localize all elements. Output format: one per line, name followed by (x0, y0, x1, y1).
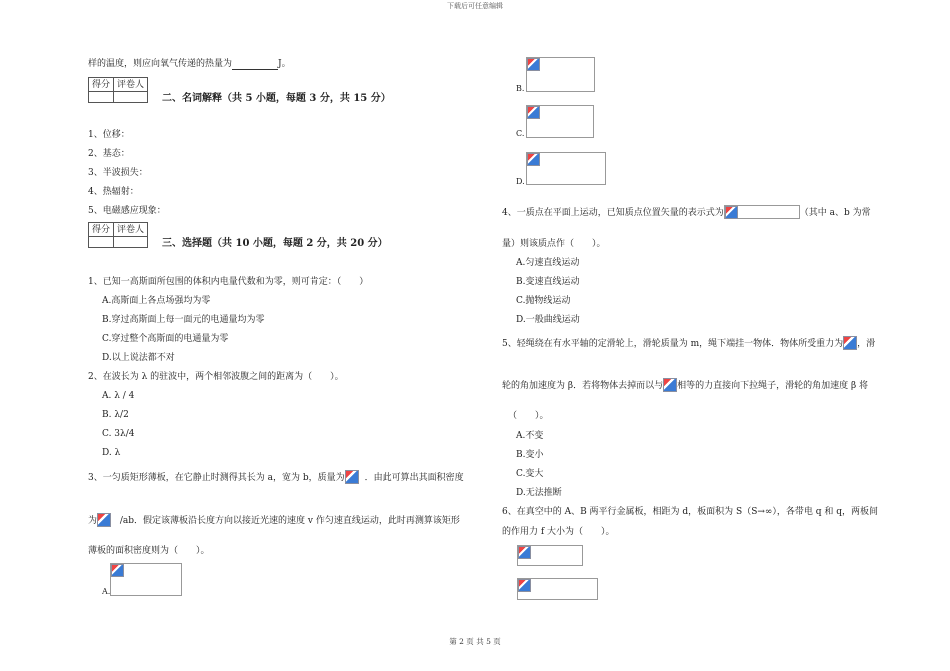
answer-blank[interactable] (232, 60, 278, 70)
formula-image-icon (97, 513, 111, 527)
term-item: 3、半波损失： (88, 168, 148, 178)
continued-question-unit: J。 (278, 59, 291, 69)
q1-option-b: B.穿过高斯面上每一面元的电通量均为零 (102, 315, 265, 325)
broken-image-icon (527, 58, 540, 71)
q5-option-b: B.变小 (516, 450, 544, 460)
formula-image-icon (663, 378, 677, 392)
grader-label: 评卷人 (114, 223, 148, 237)
term-item: 4、热辐射： (88, 187, 139, 197)
continued-question-text: 样的温度，则应向氧气传递的热量为 (88, 59, 233, 69)
term-item: 5、电磁感应现象： (88, 206, 166, 216)
q3-option-c-label: C. (516, 129, 525, 138)
broken-image-icon (518, 546, 531, 559)
q3-option-d-label: D. (516, 177, 525, 186)
question-3-line1: 3、一匀质矩形薄板，在它静止时测得其长为 a，宽为 b，质量为 ．由此可算出其面积密度 (88, 470, 464, 484)
question-5-line3: （ ）。 (508, 411, 549, 421)
q1-option-c: C.穿过整个高斯面的电通量为零 (102, 334, 229, 344)
q3-option-b-image (526, 57, 595, 92)
question-5-line2: 轮的角加速度为 β．若将物体去掉而以与 相等的力直接向下拉绳子，滑轮的角加速度 β 将 (502, 378, 868, 392)
broken-image-icon (527, 153, 540, 166)
q3-option-a-label: A. (102, 587, 111, 596)
q2-option-a: A. λ / 4 (102, 391, 135, 401)
formula-image-icon (843, 336, 857, 350)
question-3-line3: 薄板的面积密度则为（ ）。 (88, 546, 210, 556)
grader-cell (114, 92, 148, 103)
q4-option-c: C.抛物线运动 (516, 296, 571, 306)
score-box-section3 (88, 222, 148, 248)
q2-option-c: C. 3λ/4 (102, 429, 135, 439)
question-4-line1: 4、一质点在平面上运动，已知质点位置矢量的表示式为 （其中 a、b 为常 (502, 205, 871, 219)
term-item: 1、位移： (88, 130, 130, 140)
page-header: 下载后可任意编辑 (447, 2, 503, 10)
q3-option-a-image (110, 563, 182, 596)
q2-option-d: D. λ (102, 448, 121, 458)
q4-formula-image (724, 205, 800, 219)
score-label: 得分 (89, 78, 114, 92)
q5-option-c: C.变大 (516, 469, 544, 479)
question-3-line2: 为 /ab．假定该薄板沿长度方向以接近光速的速度 v 作匀速直线运动，此时再测算该矩形 (88, 513, 460, 527)
q4-option-a: A.匀速直线运动 (516, 258, 580, 268)
question-1: 1、已知一高斯面所包围的体积内电量代数和为零，则可肯定：（ ） (88, 277, 369, 287)
grader-label: 评卷人 (114, 78, 148, 92)
continued-question-line (88, 58, 291, 70)
score-cell (89, 92, 114, 103)
broken-image-icon (527, 106, 540, 119)
q4-option-d: D.一般曲线运动 (516, 315, 580, 325)
q6-option-image (517, 578, 598, 600)
q1-option-d: D.以上说法都不对 (102, 353, 175, 363)
grader-cell (114, 237, 148, 248)
score-cell (89, 237, 114, 248)
broken-image-icon (518, 579, 531, 592)
q5-option-d: D.无法推断 (516, 488, 562, 498)
question-4-line2: 量）则该质点作（ ）。 (502, 239, 606, 249)
score-box-section2 (88, 77, 148, 103)
question-6-line2: 的作用力 f 大小为（ ）。 (502, 527, 615, 537)
page-footer: 第 2 页 共 5 页 (449, 637, 501, 646)
score-label: 得分 (89, 223, 114, 237)
formula-image-icon (345, 470, 359, 484)
q5-option-a: A.不变 (516, 431, 544, 441)
q3-option-c-image (526, 105, 594, 138)
question-5-line1: 5、轻绳绕在有水平轴的定滑轮上，滑轮质量为 m，绳下端挂一物体．物体所受重力为 ，滑 (502, 336, 875, 350)
q1-option-a: A.高斯面上各点场强均为零 (102, 296, 211, 306)
q2-option-b: B. λ/2 (102, 410, 129, 420)
section2-title: 二、名词解释（共 5 小题，每题 3 分，共 15 分） (162, 93, 391, 104)
term-item: 2、基态： (88, 149, 130, 159)
q6-option-image (517, 545, 583, 566)
question-6-line1: 6、在真空中的 A、B 两平行金属板，相距为 d，板面积为 S（S→∞），各带电 q 和 q，两板间 (502, 507, 879, 517)
section3-title: 三、选择题（共 10 小题，每题 2 分，共 20 分） (162, 238, 388, 249)
broken-image-icon (725, 206, 738, 219)
q3-option-b-label: B. (516, 84, 525, 93)
q3-option-d-image (526, 152, 606, 185)
broken-image-icon (111, 564, 124, 577)
q4-option-b: B.变速直线运动 (516, 277, 580, 287)
question-2: 2、在波长为 λ 的驻波中，两个相邻波腹之间的距离为（ ）。 (88, 372, 344, 382)
